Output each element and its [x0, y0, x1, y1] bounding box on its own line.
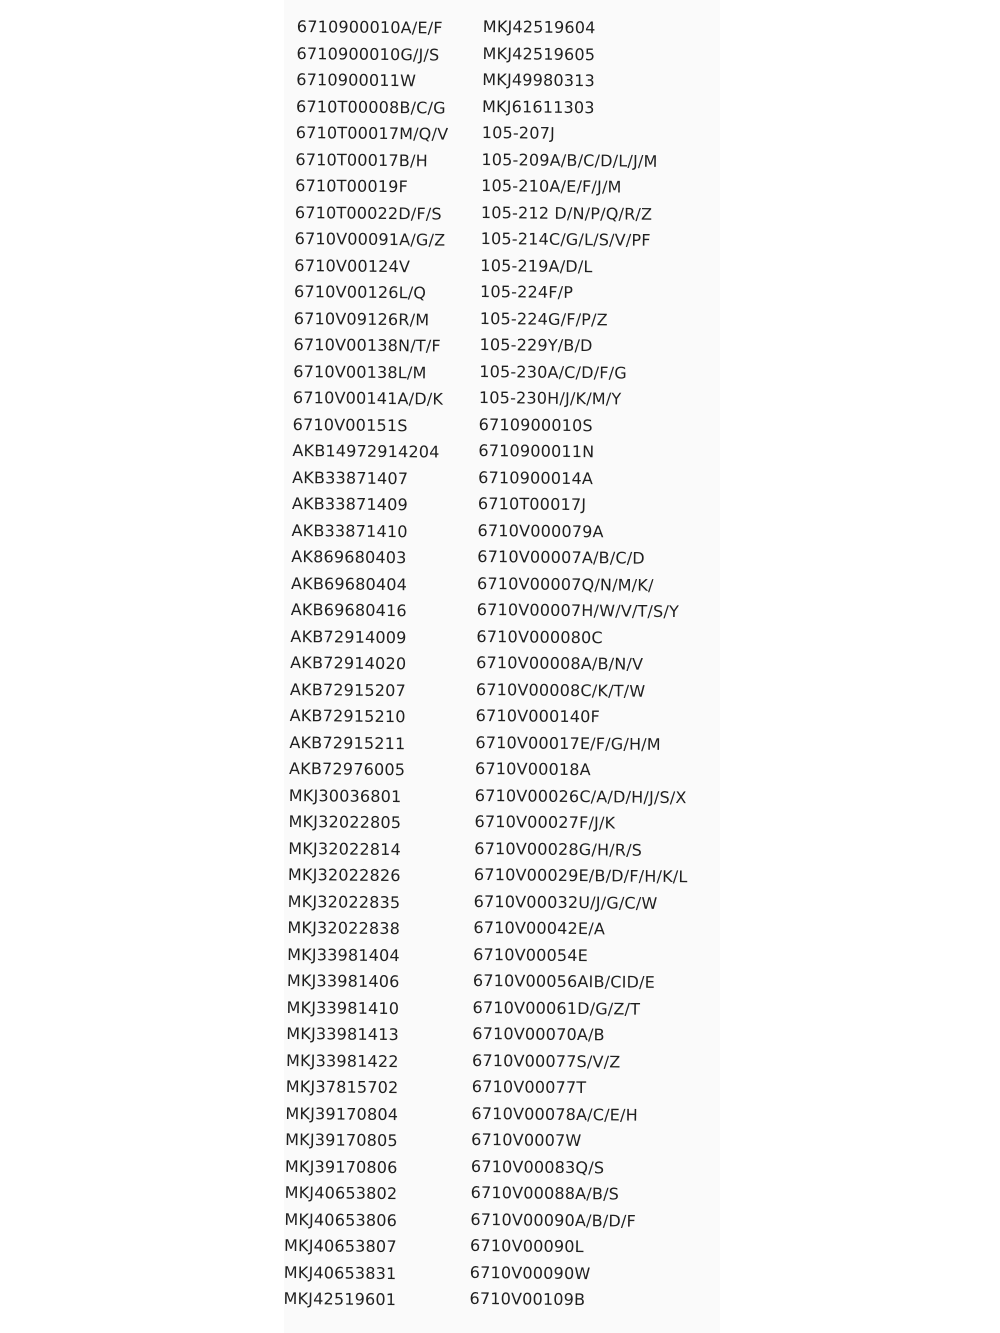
right-part-number: 6710V00054E: [473, 944, 589, 965]
left-part-number: 6710V00151S: [292, 414, 408, 435]
right-part-number: 105-229Y/B/D: [479, 334, 593, 356]
right-part-number: 6710V00078A/C/E/H: [471, 1103, 638, 1125]
left-part-number: MKJ32022835: [287, 891, 401, 912]
left-part-number: MKJ33981406: [286, 970, 400, 992]
right-part-number: 6710V00077S/V/Z: [471, 1050, 621, 1071]
left-part-number: MKJ30036801: [288, 785, 402, 806]
left-part-number: MKJ32022826: [287, 864, 401, 886]
left-part-number: MKJ33981413: [286, 1023, 400, 1045]
right-part-number: 6710V00029E/B/D/F/H/K/L: [473, 864, 688, 887]
right-part-number: 105-219A/D/L: [480, 255, 593, 276]
left-part-number: MKJ32022805: [288, 811, 402, 833]
right-part-number: MKJ42519605: [482, 43, 596, 64]
left-part-number: AK869680403: [291, 546, 407, 568]
right-part-number: 105-210A/E/F/J/M: [481, 175, 622, 197]
left-part-number: MKJ39170804: [285, 1103, 399, 1124]
right-part-number: 6710V00026C/A/D/H/J/S/X: [474, 785, 687, 807]
left-part-number: AKB72915211: [289, 732, 406, 753]
right-part-number: 6710V00088A/B/S: [470, 1182, 620, 1204]
left-part-number: AKB14972914204: [292, 440, 440, 462]
left-part-number: 6710V09126R/M: [293, 308, 430, 329]
left-part-number: MKJ32022838: [287, 917, 401, 939]
right-part-number: 6710V00017E/F/G/H/M: [475, 732, 661, 754]
left-part-number: 6710V00124V: [294, 255, 411, 276]
left-part-number: 6710V00138N/T/F: [293, 334, 441, 356]
right-part-number: 6710V00090A/B/D/F: [470, 1209, 637, 1231]
right-part-number: 6710V00056AIB/CID/E: [472, 970, 656, 992]
right-part-number: 105-212 D/N/P/Q/R/Z: [480, 202, 653, 224]
left-part-number: 6710V00138L/M: [293, 361, 427, 382]
left-part-number: AKB72915207: [289, 679, 407, 700]
right-part-number: 6710V00007Q/N/M/K/: [476, 573, 654, 595]
left-part-number: MKJ40653802: [284, 1182, 398, 1204]
left-part-number: MKJ39170805: [285, 1129, 398, 1151]
left-part-number: 6710V00126L/Q: [293, 281, 427, 303]
right-part-number: 6710V00008A/B/N/V: [476, 652, 644, 674]
right-part-number: MKJ61611303: [481, 96, 595, 117]
right-part-number: 6710V00090W: [469, 1262, 591, 1283]
left-part-number: AKB72914009: [290, 626, 407, 647]
right-part-number: 105-230A/C/D/F/G: [479, 361, 628, 383]
left-part-number: 6710900011W: [296, 69, 417, 91]
left-part-number: AKB72914020: [290, 652, 407, 674]
left-part-number: 6710T00022D/F/S: [294, 202, 442, 224]
left-part-number: 6710900010G/J/S: [296, 43, 440, 64]
right-part-number: 6710V00090L: [470, 1235, 584, 1257]
left-part-number: MKJ40653806: [284, 1209, 398, 1230]
right-part-number: 6710V00077T: [471, 1076, 587, 1098]
right-part-number: 6710V00008C/K/T/W: [475, 679, 646, 701]
left-part-number: MKJ33981404: [287, 944, 400, 965]
left-part-number: AKB69680404: [290, 573, 408, 594]
left-part-number: AKB72915210: [289, 705, 406, 727]
right-part-number: 105-214C/G/L/S/V/PF: [480, 228, 651, 250]
right-part-number: 6710V00042E/A: [473, 917, 606, 939]
right-part-number: MKJ42519604: [482, 16, 596, 38]
left-part-number: AKB33871407: [292, 467, 409, 488]
right-part-number: 105-207J: [481, 122, 556, 143]
left-part-number: 6710T00019F: [295, 175, 409, 197]
left-part-number: MKJ32022814: [288, 838, 402, 859]
left-part-number: MKJ40653831: [283, 1262, 397, 1283]
right-part-number: 6710V00028G/H/R/S: [474, 838, 643, 860]
left-part-number: 6710V00091A/G/Z: [294, 228, 446, 250]
left-part-number: MKJ33981422: [285, 1050, 399, 1071]
right-part-number: 105-230H/J/K/M/Y: [478, 387, 622, 409]
left-part-number: 6710V00141A/D/K: [292, 387, 444, 409]
right-part-number: 6710V00032U/J/G/C/W: [473, 891, 658, 913]
right-part-number: 6710V00018A: [474, 758, 591, 780]
left-part-number: MKJ42519601: [283, 1288, 397, 1310]
left-part-number: 6710T00008B/C/G: [295, 96, 446, 118]
right-part-number: 6710V00061D/G/Z/T: [472, 997, 641, 1019]
right-part-number: 6710900010S: [478, 414, 593, 435]
left-part-number: MKJ40653807: [284, 1235, 397, 1257]
right-part-number: 6710V00083Q/S: [470, 1156, 605, 1177]
right-part-number: 6710V000140F: [475, 705, 601, 727]
right-part-number: 105-209A/B/C/D/L/J/M: [481, 149, 658, 171]
left-part-number: AKB72976005: [288, 758, 406, 780]
left-part-number: MKJ39170806: [284, 1156, 398, 1177]
right-part-number: 6710900011N: [478, 440, 595, 462]
right-part-number: 6710V000079A: [477, 520, 604, 541]
left-part-number: 6710T00017B/H: [295, 149, 428, 170]
right-part-number: 6710V00007A/B/C/D: [477, 546, 645, 568]
left-part-number: AKB33871410: [291, 520, 408, 541]
right-part-number: 6710T00017J: [477, 493, 587, 515]
right-part-number: 6710900014A: [478, 467, 594, 488]
left-part-number: AKB69680416: [290, 599, 407, 621]
right-column-part-numbers: [469, 14, 693, 1315]
right-part-number: 6710V00027F/J/K: [474, 811, 616, 833]
right-part-number: 6710V000080C: [476, 626, 603, 647]
left-part-number: 6710T00017M/Q/V: [295, 122, 449, 144]
right-part-number: 6710V0007W: [471, 1129, 582, 1151]
left-part-number: AKB33871409: [291, 493, 409, 515]
right-part-number: 6710V00070A/B: [472, 1023, 605, 1045]
right-part-number: MKJ49980313: [482, 69, 596, 91]
left-part-number: MKJ37815702: [285, 1076, 399, 1098]
right-part-number: 6710V00007H/W/V/T/S/Y: [476, 599, 680, 622]
left-part-number: 6710900010A/E/F: [296, 16, 443, 38]
right-part-number: 6710V00109B: [469, 1288, 586, 1310]
right-part-number: 105-224G/F/P/Z: [479, 308, 608, 329]
left-part-number: MKJ33981410: [286, 997, 400, 1018]
right-part-number: 105-224F/P: [479, 281, 574, 302]
